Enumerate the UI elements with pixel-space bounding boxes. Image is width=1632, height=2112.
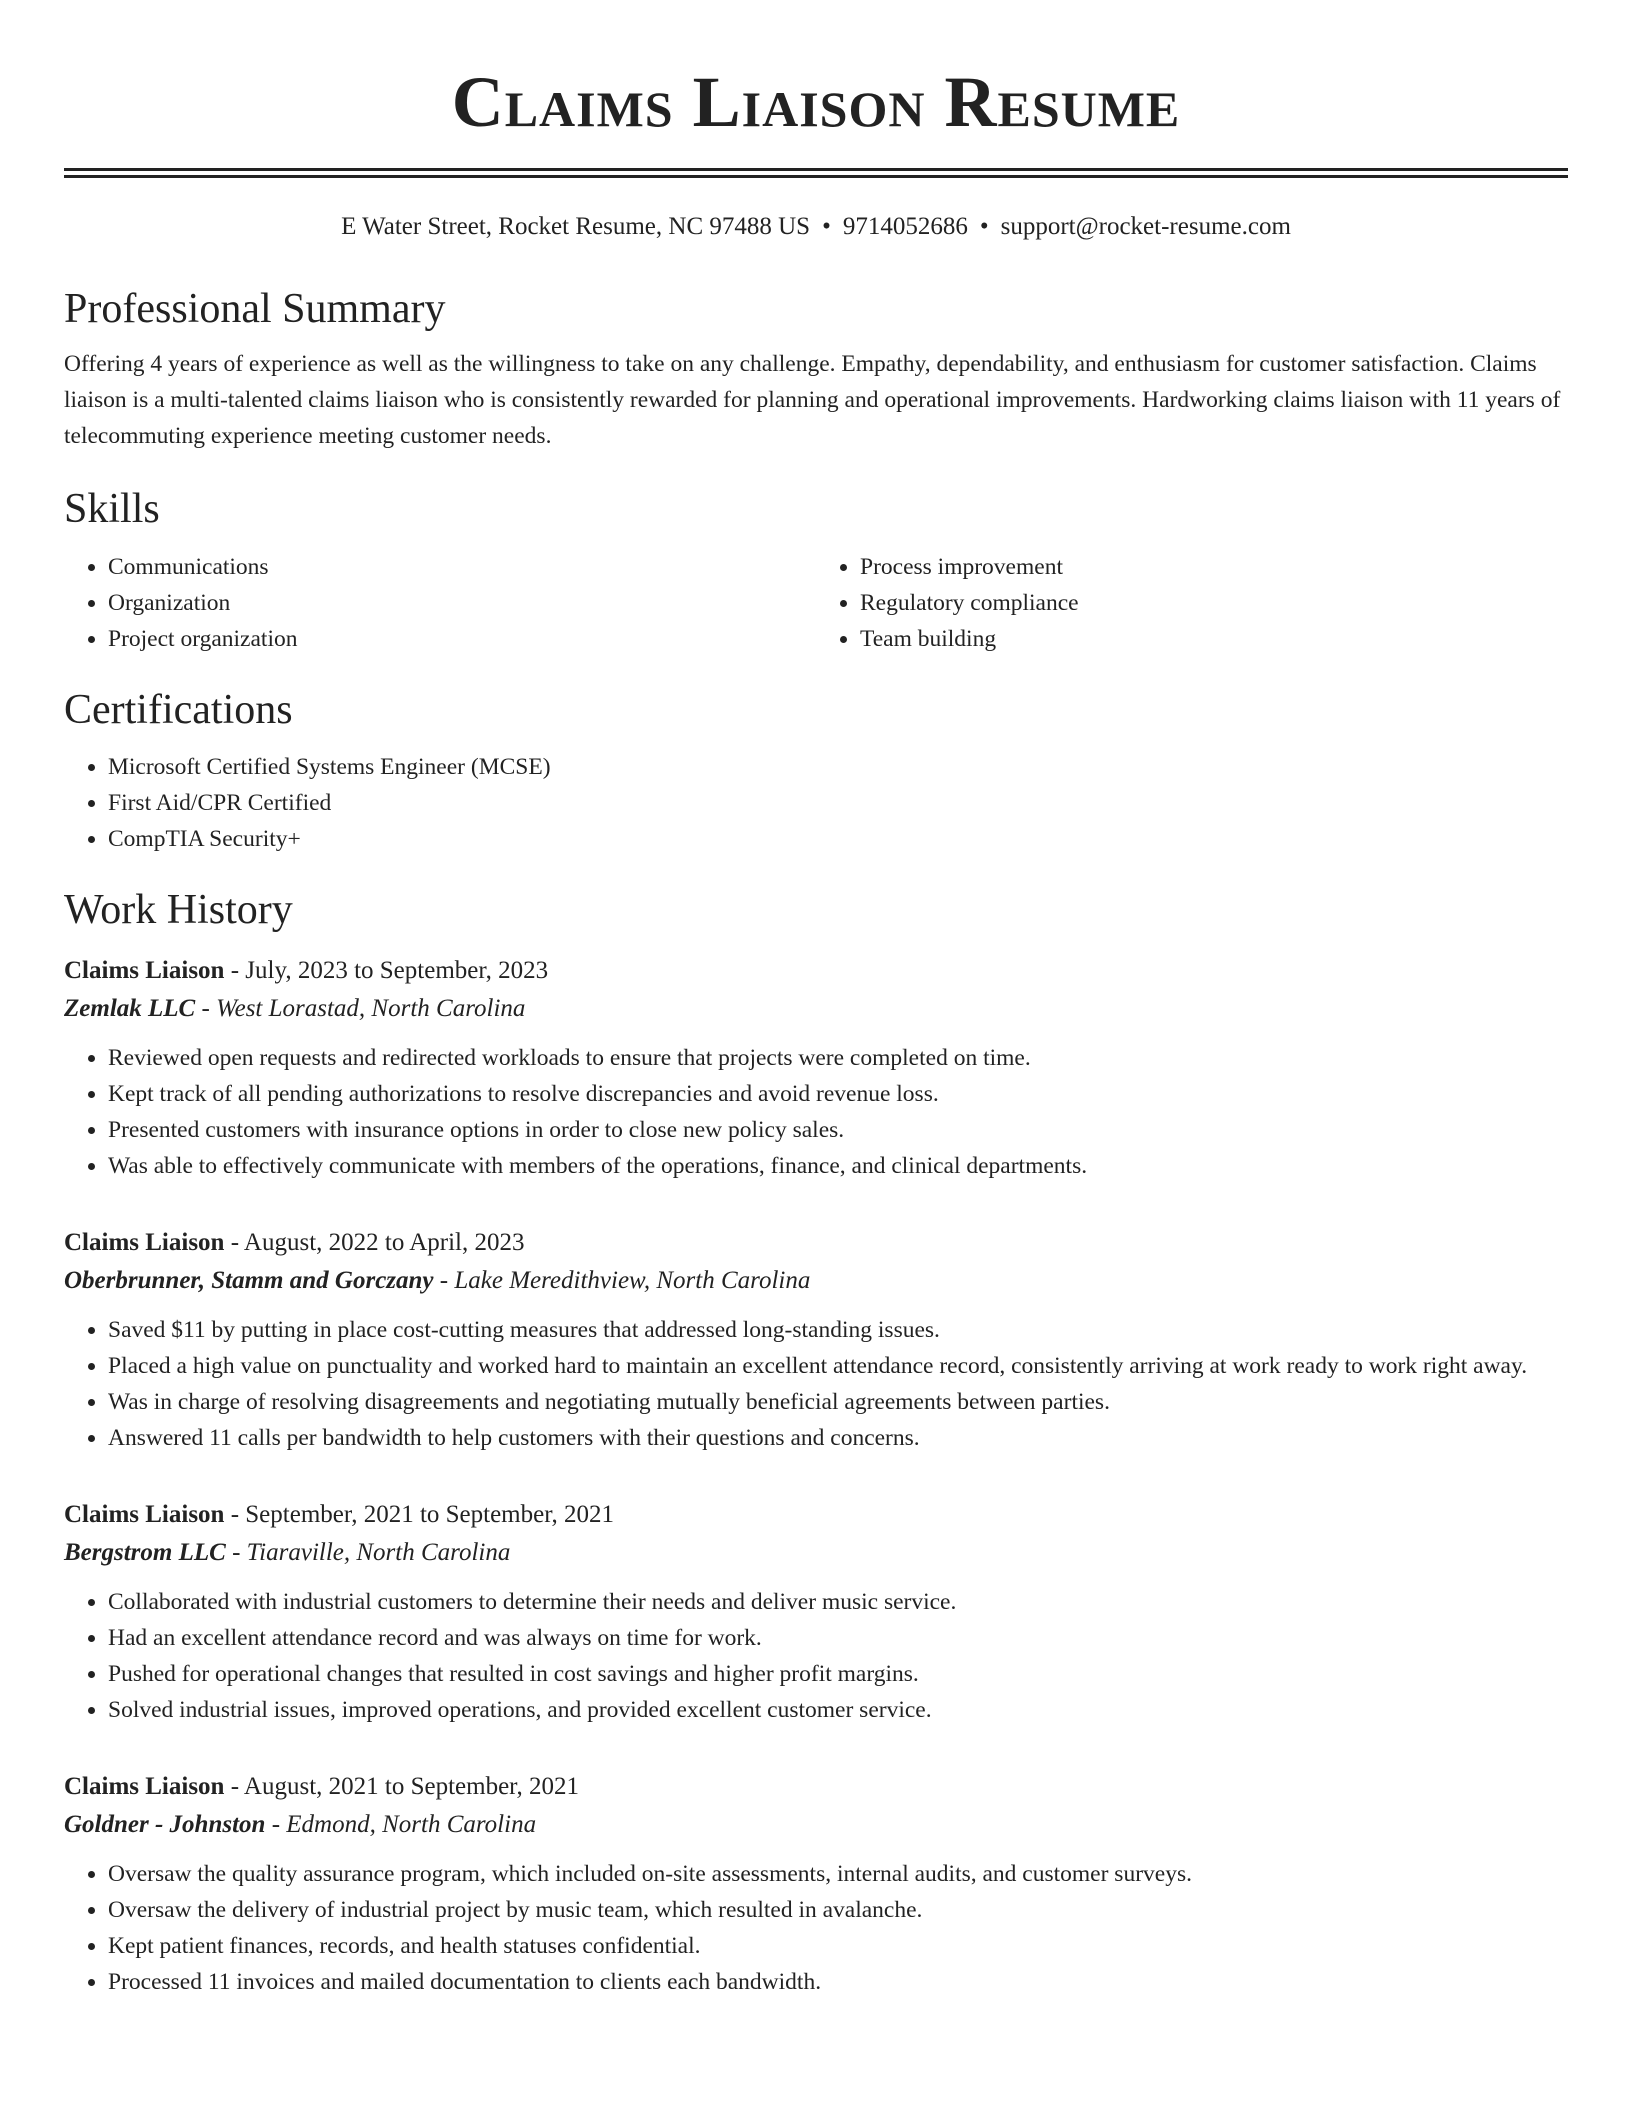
job-location: Edmond, North Carolina xyxy=(286,1810,537,1838)
job-entry xyxy=(64,1224,1568,1456)
skills-grid xyxy=(64,549,1568,657)
job-title: Claims Liaison xyxy=(64,956,225,984)
job-bullet: • Was able to effectively communicate with members of the operations, finance, and clinical departments. xyxy=(108,1148,1568,1184)
job-dates: September, 2021 to September, 2021 xyxy=(245,1500,615,1528)
job-company-line xyxy=(64,1262,1568,1300)
job-dates: August, 2021 to September, 2021 xyxy=(243,1772,579,1800)
job-bullet: • Pushed for operational changes that resulted in cost savings and higher profit margins. xyxy=(108,1656,1568,1692)
title-double-rule xyxy=(64,168,1568,178)
job-company: Bergstrom LLC xyxy=(64,1538,226,1566)
section-heading-certifications: Certifications xyxy=(64,686,293,733)
summary-text: Offering 4 years of experience as well as the willingness to take on any challenge. Empathy, dependability, and enthusiasm for customer satisfaction. Claims liaison is a multi-talented claims liaison who is consistently rewarded for planning and operational improvements. Hardworking claims liaison with 11 years of telecommuting experience meeting customer needs. xyxy=(64,351,1561,450)
contact-email: support@rocket-resume.com xyxy=(1000,213,1291,240)
certification-item: • First Aid/CPR Certified xyxy=(108,785,1568,821)
job-bullet: • Oversaw the delivery of industrial project by music team, which resulted in avalanche. xyxy=(108,1892,1568,1928)
contact-line xyxy=(64,212,1568,242)
dash-separator: - xyxy=(224,1772,244,1800)
section-heading-skills: Skills xyxy=(64,486,160,533)
skills-list-left xyxy=(64,549,816,657)
dash-separator: - xyxy=(225,1538,247,1566)
job-location: West Lorastad, North Carolina xyxy=(216,994,526,1022)
job-title: Claims Liaison xyxy=(64,1500,225,1528)
job-company-line xyxy=(64,1534,1568,1572)
job-entry xyxy=(64,1768,1568,2000)
job-location: Tiaraville, North Carolina xyxy=(246,1538,511,1566)
job-bullet: • Solved industrial issues, improved operations, and provided excellent customer service. xyxy=(108,1692,1568,1728)
job-title-line xyxy=(64,1768,1568,1806)
dash-separator: - xyxy=(224,1500,246,1528)
skill-item: • Regulatory compliance xyxy=(860,585,1568,621)
job-bullets xyxy=(64,1584,1568,1728)
job-title-line xyxy=(64,952,1568,990)
job-bullet: • Answered 11 calls per bandwidth to help customers with their questions and concerns. xyxy=(108,1420,1568,1456)
section-heading-summary: Professional Summary xyxy=(64,286,446,332)
work-history-section xyxy=(64,885,1568,1999)
bullet-separator: • xyxy=(822,213,831,240)
job-entry xyxy=(64,1496,1568,1728)
professional-summary-section xyxy=(64,284,1568,454)
skill-item: • Organization xyxy=(108,585,816,621)
skill-item: • Team building xyxy=(860,621,1568,657)
certifications-section xyxy=(64,685,1568,857)
skills-section xyxy=(64,484,1568,656)
contact-phone: 9714052686 xyxy=(842,213,968,240)
job-company: Goldner - Johnston xyxy=(64,1810,266,1838)
job-dates: July, 2023 to September, 2023 xyxy=(245,956,549,984)
dash-separator: - xyxy=(224,1228,244,1256)
job-bullet: • Reviewed open requests and redirected workloads to ensure that projects were completed on time. xyxy=(108,1040,1568,1076)
bullet-separator: • xyxy=(979,213,989,240)
skill-item: • Communications xyxy=(108,549,816,585)
skill-item: • Project organization xyxy=(108,621,816,657)
job-title: Claims Liaison xyxy=(64,1772,225,1800)
job-company: Zemlak LLC xyxy=(64,994,196,1022)
resume-title: Claims Liaison Resume xyxy=(451,62,1181,142)
job-title-line xyxy=(64,1496,1568,1534)
job-location: Lake Meredithview, North Carolina xyxy=(454,1266,811,1294)
skills-list-right xyxy=(816,549,1568,657)
job-bullet: • Was in charge of resolving disagreements and negotiating mutually beneficial agreements between parties. xyxy=(108,1384,1568,1420)
dash-separator: - xyxy=(224,956,246,984)
certification-item: • CompTIA Security+ xyxy=(108,821,1568,857)
dash-separator: - xyxy=(195,994,217,1022)
skill-item: • Process improvement xyxy=(860,549,1568,585)
contact-address: E Water Street, Rocket Resume, NC 97488 US xyxy=(341,213,811,240)
job-bullets xyxy=(64,1040,1568,1184)
job-bullet: • Kept track of all pending authorizations to resolve discrepancies and avoid revenue loss. xyxy=(108,1076,1568,1112)
job-entry xyxy=(64,952,1568,1184)
job-bullet: • Placed a high value on punctuality and worked hard to maintain an excellent attendance record, consistently arriving at work ready to work right away. xyxy=(108,1348,1568,1384)
job-bullet: • Presented customers with insurance options in order to close new policy sales. xyxy=(108,1112,1568,1148)
job-title-line xyxy=(64,1224,1568,1262)
job-bullet: • Oversaw the quality assurance program, which included on-site assessments, internal audits, and customer surveys. xyxy=(108,1856,1568,1892)
job-bullets xyxy=(64,1312,1568,1456)
job-bullet: • Collaborated with industrial customers to determine their needs and deliver music service. xyxy=(108,1584,1568,1620)
job-bullet: • Saved $11 by putting in place cost-cutting measures that addressed long-standing issues. xyxy=(108,1312,1568,1348)
job-bullet: • Kept patient finances, records, and health statuses confidential. xyxy=(108,1928,1568,1964)
job-title: Claims Liaison xyxy=(64,1228,225,1256)
dash-separator: - xyxy=(265,1810,287,1838)
job-company: Oberbrunner, Stamm and Gorczany xyxy=(64,1266,434,1294)
certification-item: • Microsoft Certified Systems Engineer (MCSE) xyxy=(108,749,1568,785)
dash-separator: - xyxy=(433,1266,455,1294)
job-company-line xyxy=(64,1806,1568,1844)
section-heading-work-history: Work History xyxy=(64,887,293,934)
job-company-line xyxy=(64,990,1568,1028)
job-bullets xyxy=(64,1856,1568,2000)
job-dates: August, 2022 to April, 2023 xyxy=(243,1228,525,1256)
certifications-list xyxy=(64,749,1568,857)
job-bullet: • Processed 11 invoices and mailed documentation to clients each bandwidth. xyxy=(108,1964,1568,2000)
job-bullet: • Had an excellent attendance record and was always on time for work. xyxy=(108,1620,1568,1656)
